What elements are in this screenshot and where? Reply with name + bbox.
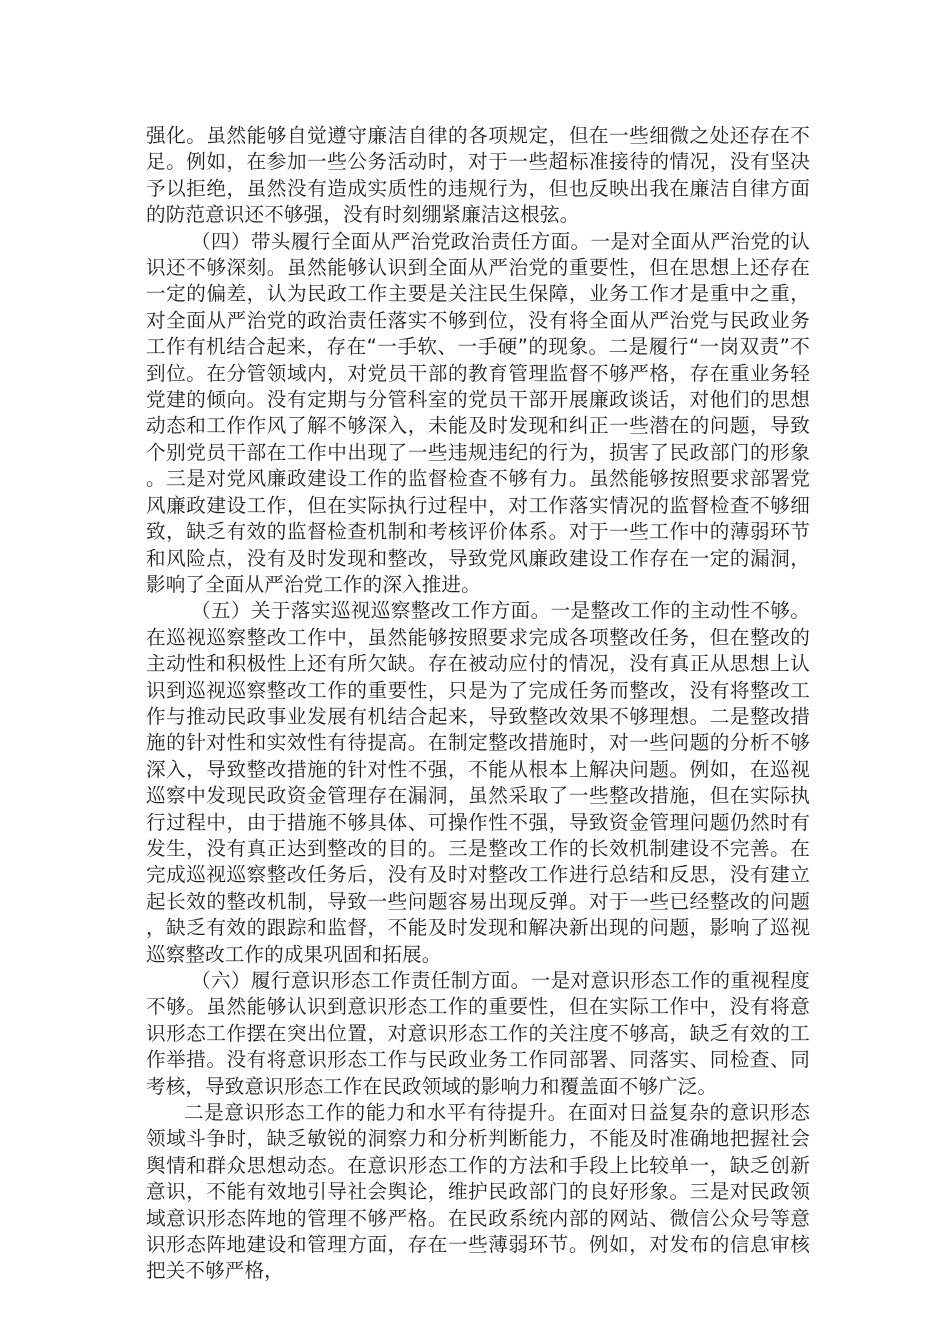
paragraph-section-6: （六）履行意识形态工作责任制方面。一是对意识形态工作的重视程度不够。虽然能够认识到意识形态工作的重要性，但在实际工作中，没有将意识形态工作摆在突出位置，对意识形态工作的关注度不够高，缺乏有效的工作举措。没有将意识形态工作与民政业务工作同部署、同落实、同检查、同考核，导致意识形态工作在民政领域的影响力和覆盖面不够广泛。 [146, 969, 810, 1098]
paragraph-continuation: 强化。虽然能够自觉遵守廉洁自律的各项规定，但在一些细微之处还存在不足。例如，在参加一些公务活动时，对于一些超标准接待的情况，没有坚决予以拒绝，虽然没有造成实质性的违规行为，但也反映出我在廉洁自律方面的防范意识还不够强，没有时刻绷紧廉洁这根弦。 [146, 124, 810, 227]
paragraph-section-4: （四）带头履行全面从严治党政治责任方面。一是对全面从严治党的认识还不够深刻。虽然能够认识到全面从严治党的重要性，但在思想上还存在一定的偏差，认为民政工作主要是关注民生保障，业务工作才是重中之重，对全面从严治党的政治责任落实不够到位，没有将全面从严治党与民政业务工作有机结合起来，存在“一手软、一手硬”的现象。二是履行“一岗双责”不到位。在分管领域内，对党员干部的教育管理监督不够严格，存在重业务轻党建的倾向。没有定期与分管科室的党员干部开展廉政谈话，对他们的思想动态和工作作风了解不够深入，未能及时发现和纠正一些潜在的问题，导致个别党员干部在工作中出现了一些违规违纪的行为，损害了民政部门的形象。三是对党风廉政建设工作的监督检查不够有力。虽然能够按照要求部署党风廉政建设工作，但在实际执行过程中，对工作落实情况的监督检查不够细致，缺乏有效的监督检查机制和考核评价体系。对于一些工作中的薄弱环节和风险点，没有及时发现和整改，导致党风廉政建设工作存在一定的漏洞，影响了全面从严治党工作的深入推进。 [146, 229, 810, 596]
document-body [146, 123, 810, 1285]
paragraph-section-6-continued: 二是意识形态工作的能力和水平有待提升。在面对日益复杂的意识形态领域斗争时，缺乏敏锐的洞察力和分析判断能力，不能及时准确地把握社会舆情和群众思想动态。在意识形态工作的方法和手段上比较单一，缺乏创新意识，不能有效地引导社会舆论，维护民政部门的良好形象。三是对民政领域意识形态阵地的管理不够严格。在民政系统内部的网站、微信公众号等意识形态阵地建设和管理方面，存在一些薄弱环节。例如，对发布的信息审核把关不够严格， [146, 1101, 810, 1283]
paragraph-section-5: （五）关于落实巡视巡察整改工作方面。一是整改工作的主动性不够。在巡视巡察整改工作中，虽然能够按照要求完成各项整改任务，但在整改的主动性和积极性上还有所欠缺。存在被动应付的情况，没有真正从思想上认识到巡视巡察整改工作的重要性，只是为了完成任务而整改，没有将整改工作与推动民政事业发展有机结合起来，导致整改效果不够理想。二是整改措施的针对性和实效性有待提高。在制定整改措施时，对一些问题的分析不够深入，导致整改措施的针对性不强，不能从根本上解决问题。例如，在巡视巡察中发现民政资金管理存在漏洞，虽然采取了一些整改措施，但在实际执行过程中，由于措施不够具体、可操作性不强，导致资金管理问题仍然时有发生，没有真正达到整改的目的。三是整改工作的长效机制建设不完善。在完成巡视巡察整改任务后，没有及时对整改工作进行总结和反思，没有建立起长效的整改机制，导致一些问题容易出现反弹。对于一些已经整改的问题，缺乏有效的跟踪和监督，不能及时发现和解决新出现的问题，影响了巡视巡察整改工作的成果巩固和拓展。 [146, 599, 810, 966]
